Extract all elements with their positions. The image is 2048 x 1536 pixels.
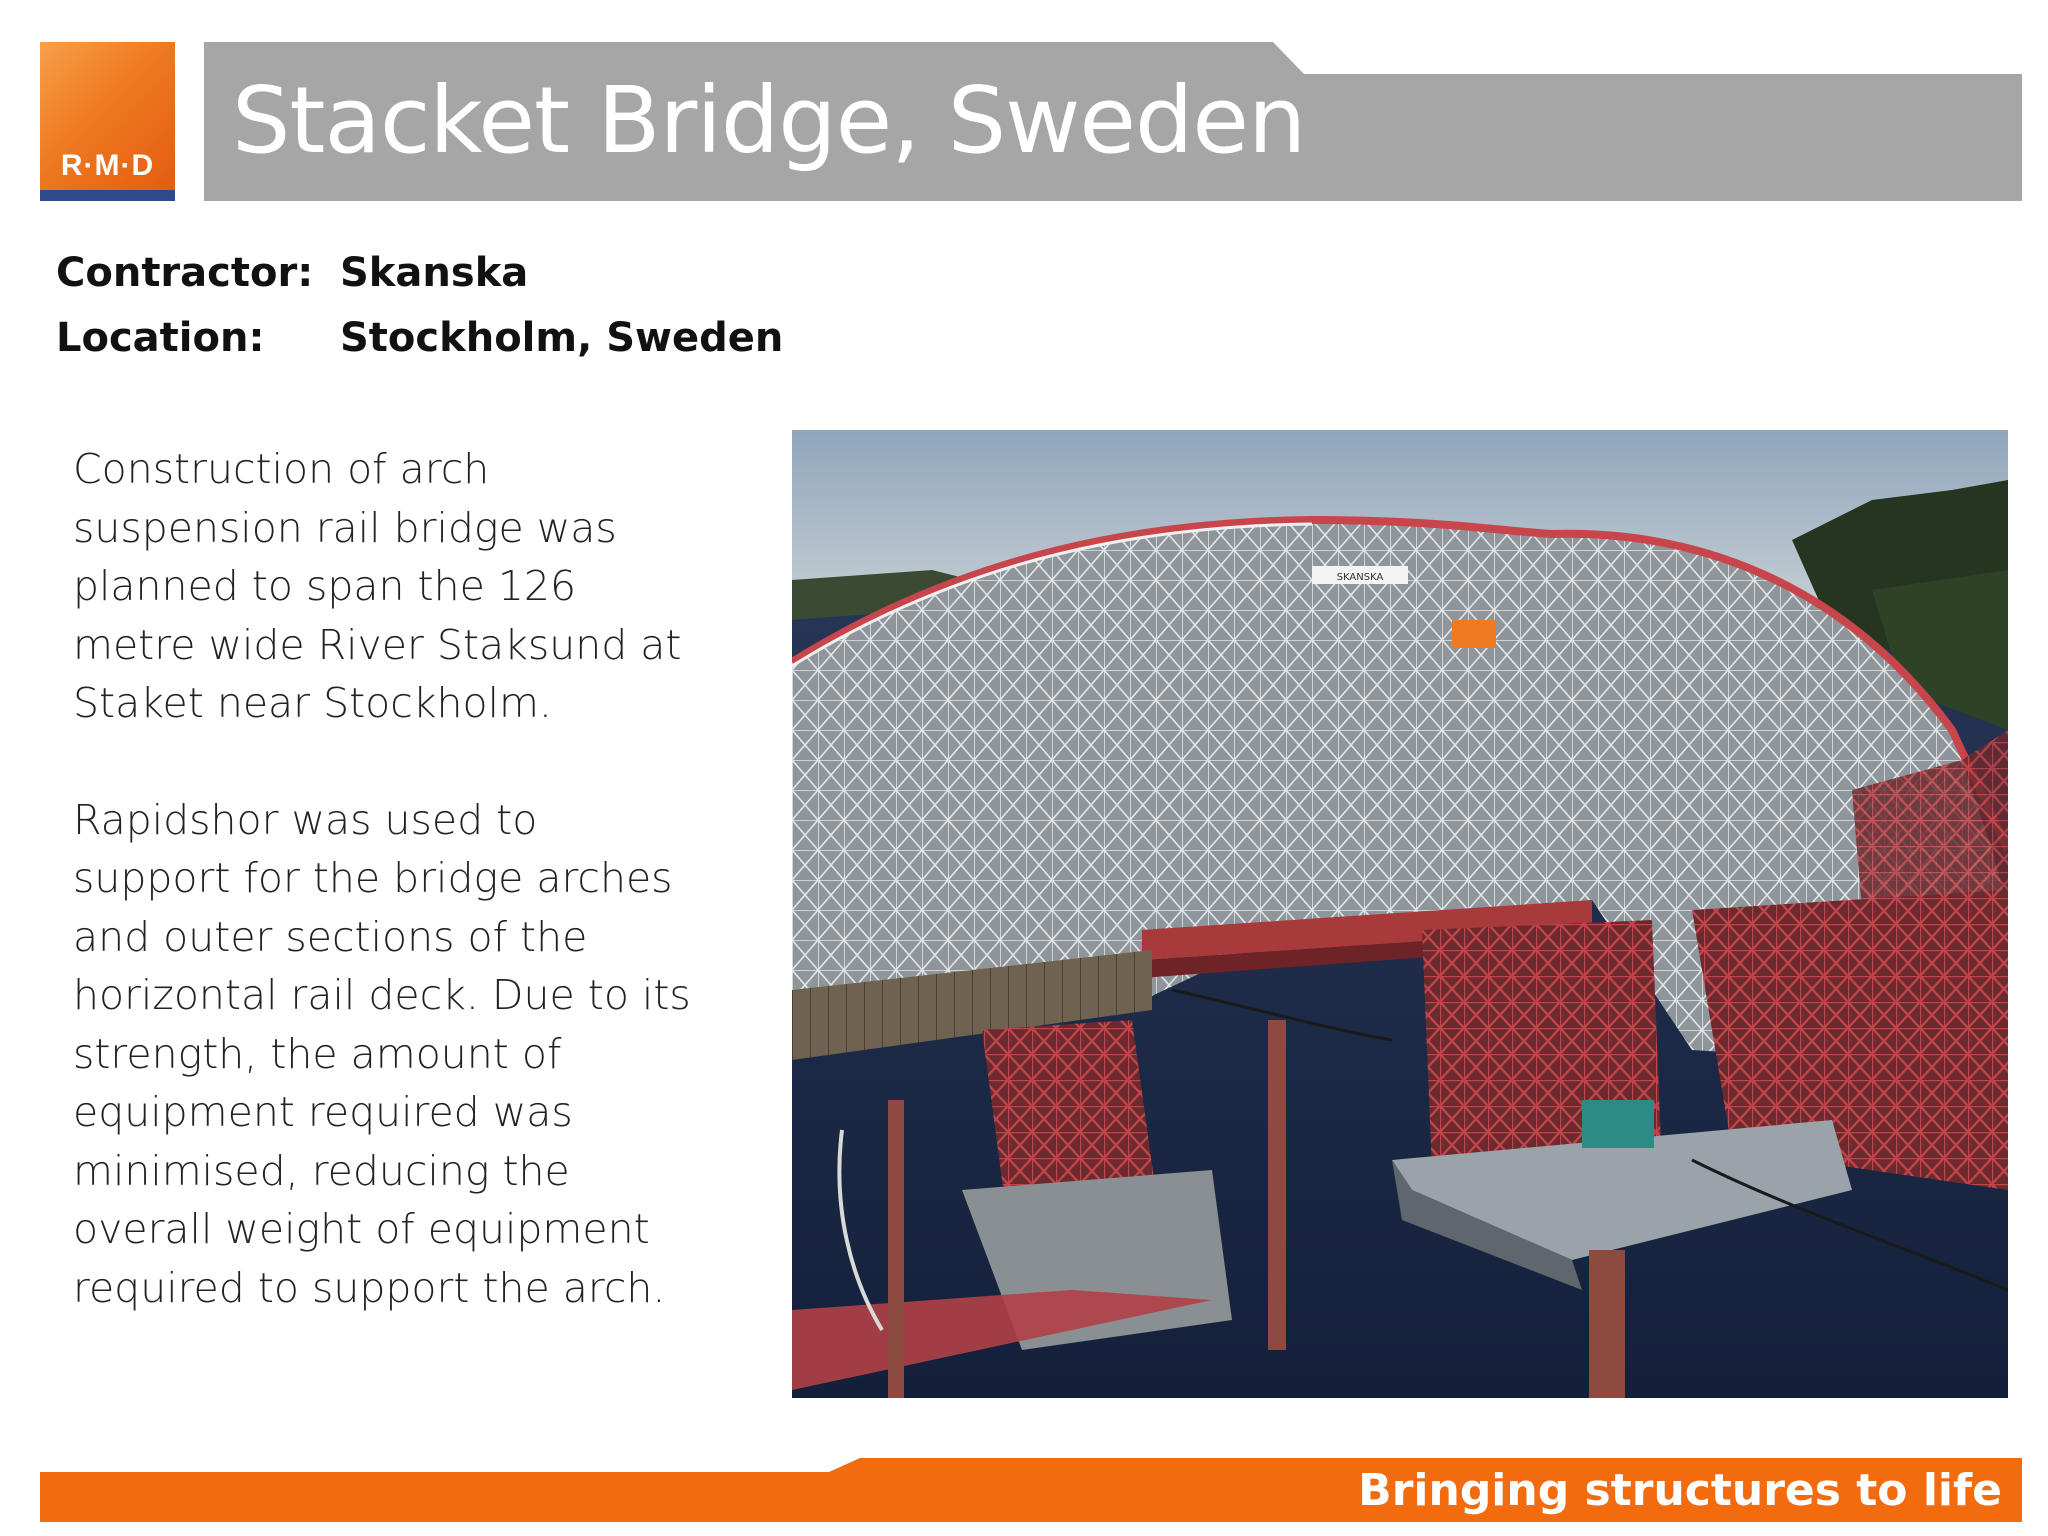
footer-tagline: Bringing structures to life [1358,1465,2002,1516]
description [73,440,693,1317]
logo-text: R·M·D [60,149,155,182]
page-title: Stacket Bridge, Sweden [232,67,1306,174]
contractor-value: Skanska [340,250,529,296]
description-paragraph-2: Rapidshor was used to support for the bridge arches and outer sections of the horizontal rail deck. Due to its strength, the amount of equipment required was minimised, reducing the overall weight of equipment required to support the arch. [73,795,691,1312]
skanska-sign-text: SKANSKA [1336,572,1384,583]
description-paragraph-1: Construction of arch suspension rail bridge was planned to span the 126 metre wide River Staksund at Staket near Stockholm. [73,445,682,727]
contractor-label: Contractor: [56,250,314,296]
logo-blue-strip [40,190,175,201]
location-value: Stockholm, Sweden [340,315,784,361]
bridge-photo [792,430,2008,1398]
rmd-logo [40,42,175,201]
location-label: Location: [56,315,265,361]
